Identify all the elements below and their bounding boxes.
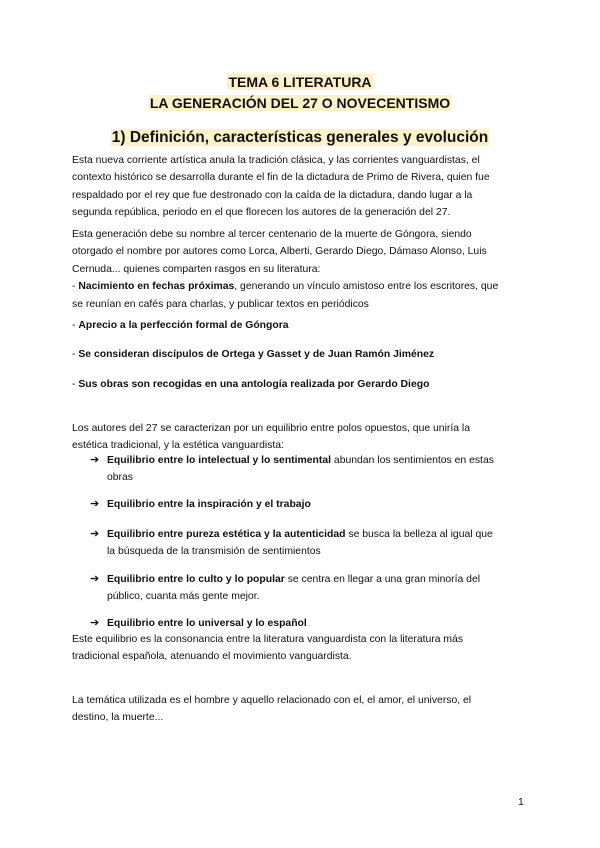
arrow-icon: ➔ bbox=[90, 454, 100, 466]
arrow-icon: ➔ bbox=[90, 498, 100, 510]
trait-item: - Sus obras son recogidas en una antología realizada por Gerardo Diego bbox=[72, 379, 430, 390]
bullet-item: ➔ Equilibrio entre lo intelectual y lo sentimental abundan los sentimientos en estas obras bbox=[90, 454, 494, 484]
arrow-icon: ➔ bbox=[90, 528, 100, 540]
trait-item: - Aprecio a la perfección formal de Góngora bbox=[72, 320, 289, 331]
trait-item: - Nacimiento en fechas próximas, generando un vínculo amistoso entre los escritores, que bbox=[72, 281, 499, 293]
bullet-item: ➔ Equilibrio entre lo culto y lo popular se centra en llegar a una gran minoría del público, cuanta más gente mejor. bbox=[90, 573, 481, 603]
doc-title-line1: TEMA 6 LITERATURA bbox=[228, 74, 372, 90]
paragraph-4: Este equilibrio es la consonancia entre la literatura vanguardista con la literatura más tradicional española, atenuando el movimiento vanguardista. bbox=[72, 634, 464, 663]
paragraph-5: La temática utilizada es el hombre y aquello relacionado con el, el amor, el universo, el destino, la muerte... bbox=[72, 695, 472, 724]
paragraph-3: Los autores del 27 se caracterizan por un equilibrio entre polos opuestos, que uniría la estética tradicional, y la estética vanguardista: bbox=[72, 423, 470, 452]
arrow-icon: ➔ bbox=[90, 573, 100, 585]
bullet-item: ➔ Equilibrio entre pureza estética y la autenticidad se busca la belleza al igual que la búsqueda de la transmisión de sentimientos bbox=[90, 528, 493, 558]
section-heading: 1) Definición, características generales y evolución bbox=[111, 129, 489, 146]
paragraph-2: Esta generación debe su nombre al tercer centenario de la muerte de Góngora, siendo otorgado el nombre por autores como Lorca, Alberti, Gerardo Diego, Dámaso Alonso, Luis Cernuda... quienes comparten rasgos en su literatura: - Nacimiento en fechas próximas, generando un vínculo amistoso entre los escritores, que se reunían en cafés para charlas, y publicar textos en periódicos bbox=[72, 226, 532, 313]
paragraph-1: Esta nueva corriente artística anula la tradición clásica, y las corrientes vanguardistas, el contexto histórico se desarrolla durante el fin de la dictadura de Primo de Rivera, quien fue respaldado por el rey que fue destronado con la caída de la dictadura, dando lugar a la segunda república, periodo en el que florecen los autores de la generación del 27. bbox=[72, 155, 490, 219]
arrow-icon: ➔ bbox=[90, 617, 100, 629]
trait-item: - Se consideran discípulos de Ortega y Gasset y de Juan Ramón Jiménez bbox=[72, 349, 435, 360]
page-number: 1 bbox=[518, 796, 524, 808]
bullet-item: ➔ Equilibrio entre la inspiración y el trabajo bbox=[90, 496, 530, 513]
doc-title-line2: LA GENERACIÓN DEL 27 O NOVECENTISMO bbox=[149, 95, 451, 111]
bullet-item: ➔ Equilibrio entre lo universal y lo español bbox=[90, 615, 530, 632]
